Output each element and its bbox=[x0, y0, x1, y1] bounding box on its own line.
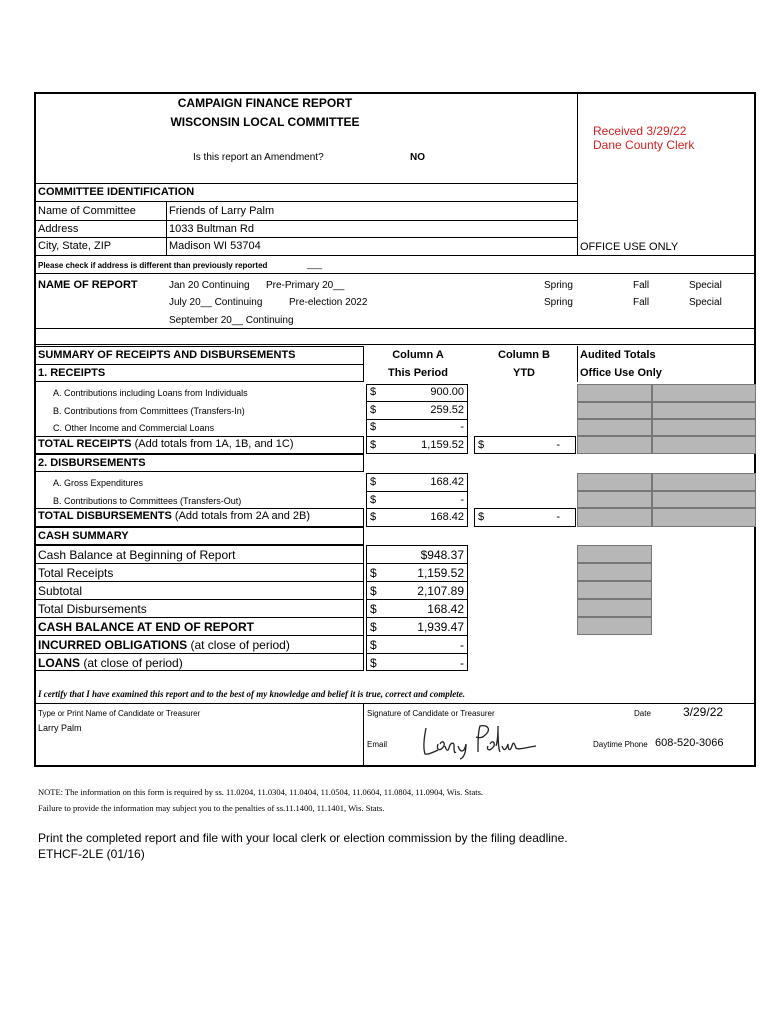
disbursements-a-dollar: $ bbox=[370, 476, 377, 488]
filing-instruction: Print the completed report and file with your local clerk or election commission by the filing deadline. bbox=[38, 831, 568, 845]
receipts-a-dollar: $ bbox=[370, 386, 377, 398]
office-use-divider bbox=[577, 93, 578, 255]
date-label: Date bbox=[634, 709, 651, 718]
incurred-obligations-dollar: $ bbox=[370, 638, 377, 652]
city-label: City, State, ZIP bbox=[38, 240, 112, 252]
cash-begin-label: Cash Balance at Beginning of Report bbox=[38, 548, 236, 562]
report-name-label: NAME OF REPORT bbox=[38, 279, 138, 291]
incurred-obligations-value: - bbox=[460, 638, 464, 652]
report-fall-1: Fall bbox=[633, 280, 650, 291]
cash-subtotal-dollar: $ bbox=[370, 584, 377, 598]
cash-end-label: CASH BALANCE AT END OF REPORT bbox=[38, 620, 254, 634]
loans-label: LOANS (at close of period) bbox=[38, 656, 183, 670]
date-value[interactable]: 3/29/22 bbox=[683, 705, 724, 719]
amendment-answer: NO bbox=[410, 152, 425, 163]
cash-end-value: 1,939.47 bbox=[417, 620, 464, 634]
printed-name-value[interactable]: Larry Palm bbox=[38, 723, 82, 733]
receipts-a-value: 900.00 bbox=[430, 386, 464, 398]
cash-receipts-dollar: $ bbox=[370, 566, 377, 580]
cash-disbursements-value: 168.42 bbox=[427, 602, 464, 616]
report-july-continuing: July 20__ Continuing bbox=[169, 297, 263, 308]
total-disbursements-value: 168.42 bbox=[430, 511, 464, 523]
form-identifier: ETHCF-2LE (01/16) bbox=[38, 847, 145, 861]
column-a-header: Column A bbox=[392, 349, 444, 361]
disbursements-b-dollar: $ bbox=[370, 494, 377, 506]
disbursements-b-label: B. Contributions to Committees (Transfers-Out) bbox=[53, 496, 242, 506]
total-disbursements-ytd-value: - bbox=[556, 511, 560, 523]
report-special-2: Special bbox=[689, 297, 722, 308]
signature-label: Signature of Candidate or Treasurer bbox=[367, 709, 495, 718]
committee-name-value: Friends of Larry Palm bbox=[169, 205, 275, 217]
address-value: 1033 Bultman Rd bbox=[169, 223, 254, 235]
total-disbursements-ytd-dollar: $ bbox=[478, 511, 485, 523]
phone-value[interactable]: 608-520-3066 bbox=[655, 737, 724, 749]
email-label: Email bbox=[367, 740, 388, 749]
address-change-note: Please check if address is different than previously reported bbox=[38, 261, 268, 270]
total-receipts-ytd-dollar: $ bbox=[478, 439, 485, 451]
receipts-b-value: 259.52 bbox=[430, 404, 464, 416]
column-b-header: Column B bbox=[498, 349, 550, 361]
received-stamp: Received 3/29/22 bbox=[593, 124, 687, 138]
cash-summary-title: CASH SUMMARY bbox=[38, 530, 129, 542]
column-a-subheader: This Period bbox=[388, 367, 448, 379]
cash-receipts-value: 1,159.52 bbox=[417, 566, 464, 580]
receipts-a-label: A. Contributions including Loans from Individuals bbox=[53, 388, 248, 398]
committee-section-title: COMMITTEE IDENTIFICATION bbox=[38, 186, 195, 198]
disbursements-a-value: 168.42 bbox=[430, 476, 464, 488]
certification-statement: I certify that I have examined this report and to the best of my knowledge and belief it is true, correct and complete. bbox=[38, 689, 465, 699]
total-disbursements-dollar: $ bbox=[370, 511, 377, 523]
audited-totals-header: Audited Totals bbox=[580, 349, 656, 361]
report-september-continuing: September 20__ Continuing bbox=[169, 315, 294, 326]
phone-label: Daytime Phone bbox=[593, 740, 648, 749]
disbursements-b-value: - bbox=[460, 494, 464, 506]
cash-subtotal-label: Subtotal bbox=[38, 584, 83, 598]
report-spring-1: Spring bbox=[544, 280, 573, 291]
form-subtitle: WISCONSIN LOCAL COMMITTEE bbox=[170, 115, 360, 129]
incurred-obligations-label: INCURRED OBLIGATIONS (at close of period) bbox=[38, 638, 290, 652]
total-disbursements-label: TOTAL DISBURSEMENTS (Add totals from 2A and 2B) bbox=[38, 510, 311, 522]
printed-name-label: Type or Print Name of Candidate or Treasurer bbox=[38, 709, 201, 718]
address-label: Address bbox=[38, 223, 79, 235]
office-use-label: OFFICE USE ONLY bbox=[580, 241, 679, 253]
cash-receipts-label: Total Receipts bbox=[38, 566, 114, 580]
column-b-subheader: YTD bbox=[513, 367, 535, 379]
cash-end-dollar: $ bbox=[370, 620, 377, 634]
disbursements-title: 2. DISBURSEMENTS bbox=[38, 457, 146, 469]
total-receipts-label: TOTAL RECEIPTS (Add totals from 1A, 1B, and 1C) bbox=[38, 438, 294, 450]
penalty-note: Failure to provide the information may subject you to the penalties of ss.11.1400, 11.1401, Wis. Stats. bbox=[38, 803, 385, 813]
disbursements-a-label: A. Gross Expenditures bbox=[53, 478, 144, 488]
report-pre-election: Pre-election 2022 bbox=[289, 297, 368, 308]
receipts-b-dollar: $ bbox=[370, 404, 377, 416]
receipts-b-label: B. Contributions from Committees (Transfers-In) bbox=[53, 406, 245, 416]
signature-icon bbox=[418, 722, 542, 760]
receipts-c-value: - bbox=[460, 421, 464, 433]
report-special-1: Special bbox=[689, 280, 722, 291]
cash-begin-value: $948.37 bbox=[420, 548, 464, 562]
report-spring-2: Spring bbox=[544, 297, 573, 308]
total-receipts-dollar: $ bbox=[370, 439, 377, 451]
clerk-stamp: Dane County Clerk bbox=[593, 138, 695, 152]
statutory-note: NOTE: The information on this form is required by ss. 11.0204, 11.0304, 11.0404, 11.0504, 11.0604, 11.0804, 11.0904, Wis. Stats. bbox=[38, 787, 484, 797]
receipts-c-dollar: $ bbox=[370, 421, 377, 433]
report-jan-continuing: Jan 20 Continuing bbox=[169, 280, 250, 291]
cash-disbursements-label: Total Disbursements bbox=[38, 602, 147, 616]
committee-name-label: Name of Committee bbox=[38, 205, 136, 217]
report-fall-2: Fall bbox=[633, 297, 650, 308]
cash-disbursements-dollar: $ bbox=[370, 602, 377, 616]
address-change-checkbox[interactable]: ___ bbox=[307, 259, 323, 269]
receipts-c-label: C. Other Income and Commercial Loans bbox=[53, 423, 215, 433]
loans-dollar: $ bbox=[370, 656, 377, 670]
receipts-title: 1. RECEIPTS bbox=[38, 367, 106, 379]
form-title: CAMPAIGN FINANCE REPORT bbox=[177, 96, 353, 110]
office-use-only-header: Office Use Only bbox=[580, 367, 662, 379]
city-value: Madison WI 53704 bbox=[169, 240, 261, 252]
total-receipts-value: 1,159.52 bbox=[421, 439, 464, 451]
handwritten-signature bbox=[418, 722, 542, 760]
loans-value: - bbox=[460, 656, 464, 670]
summary-title: SUMMARY OF RECEIPTS AND DISBURSEMENTS bbox=[38, 349, 296, 361]
cash-subtotal-value: 2,107.89 bbox=[417, 584, 464, 598]
amendment-question: Is this report an Amendment? bbox=[193, 152, 324, 163]
total-receipts-ytd-value: - bbox=[556, 439, 560, 451]
report-pre-primary: Pre-Primary 20__ bbox=[266, 280, 345, 291]
